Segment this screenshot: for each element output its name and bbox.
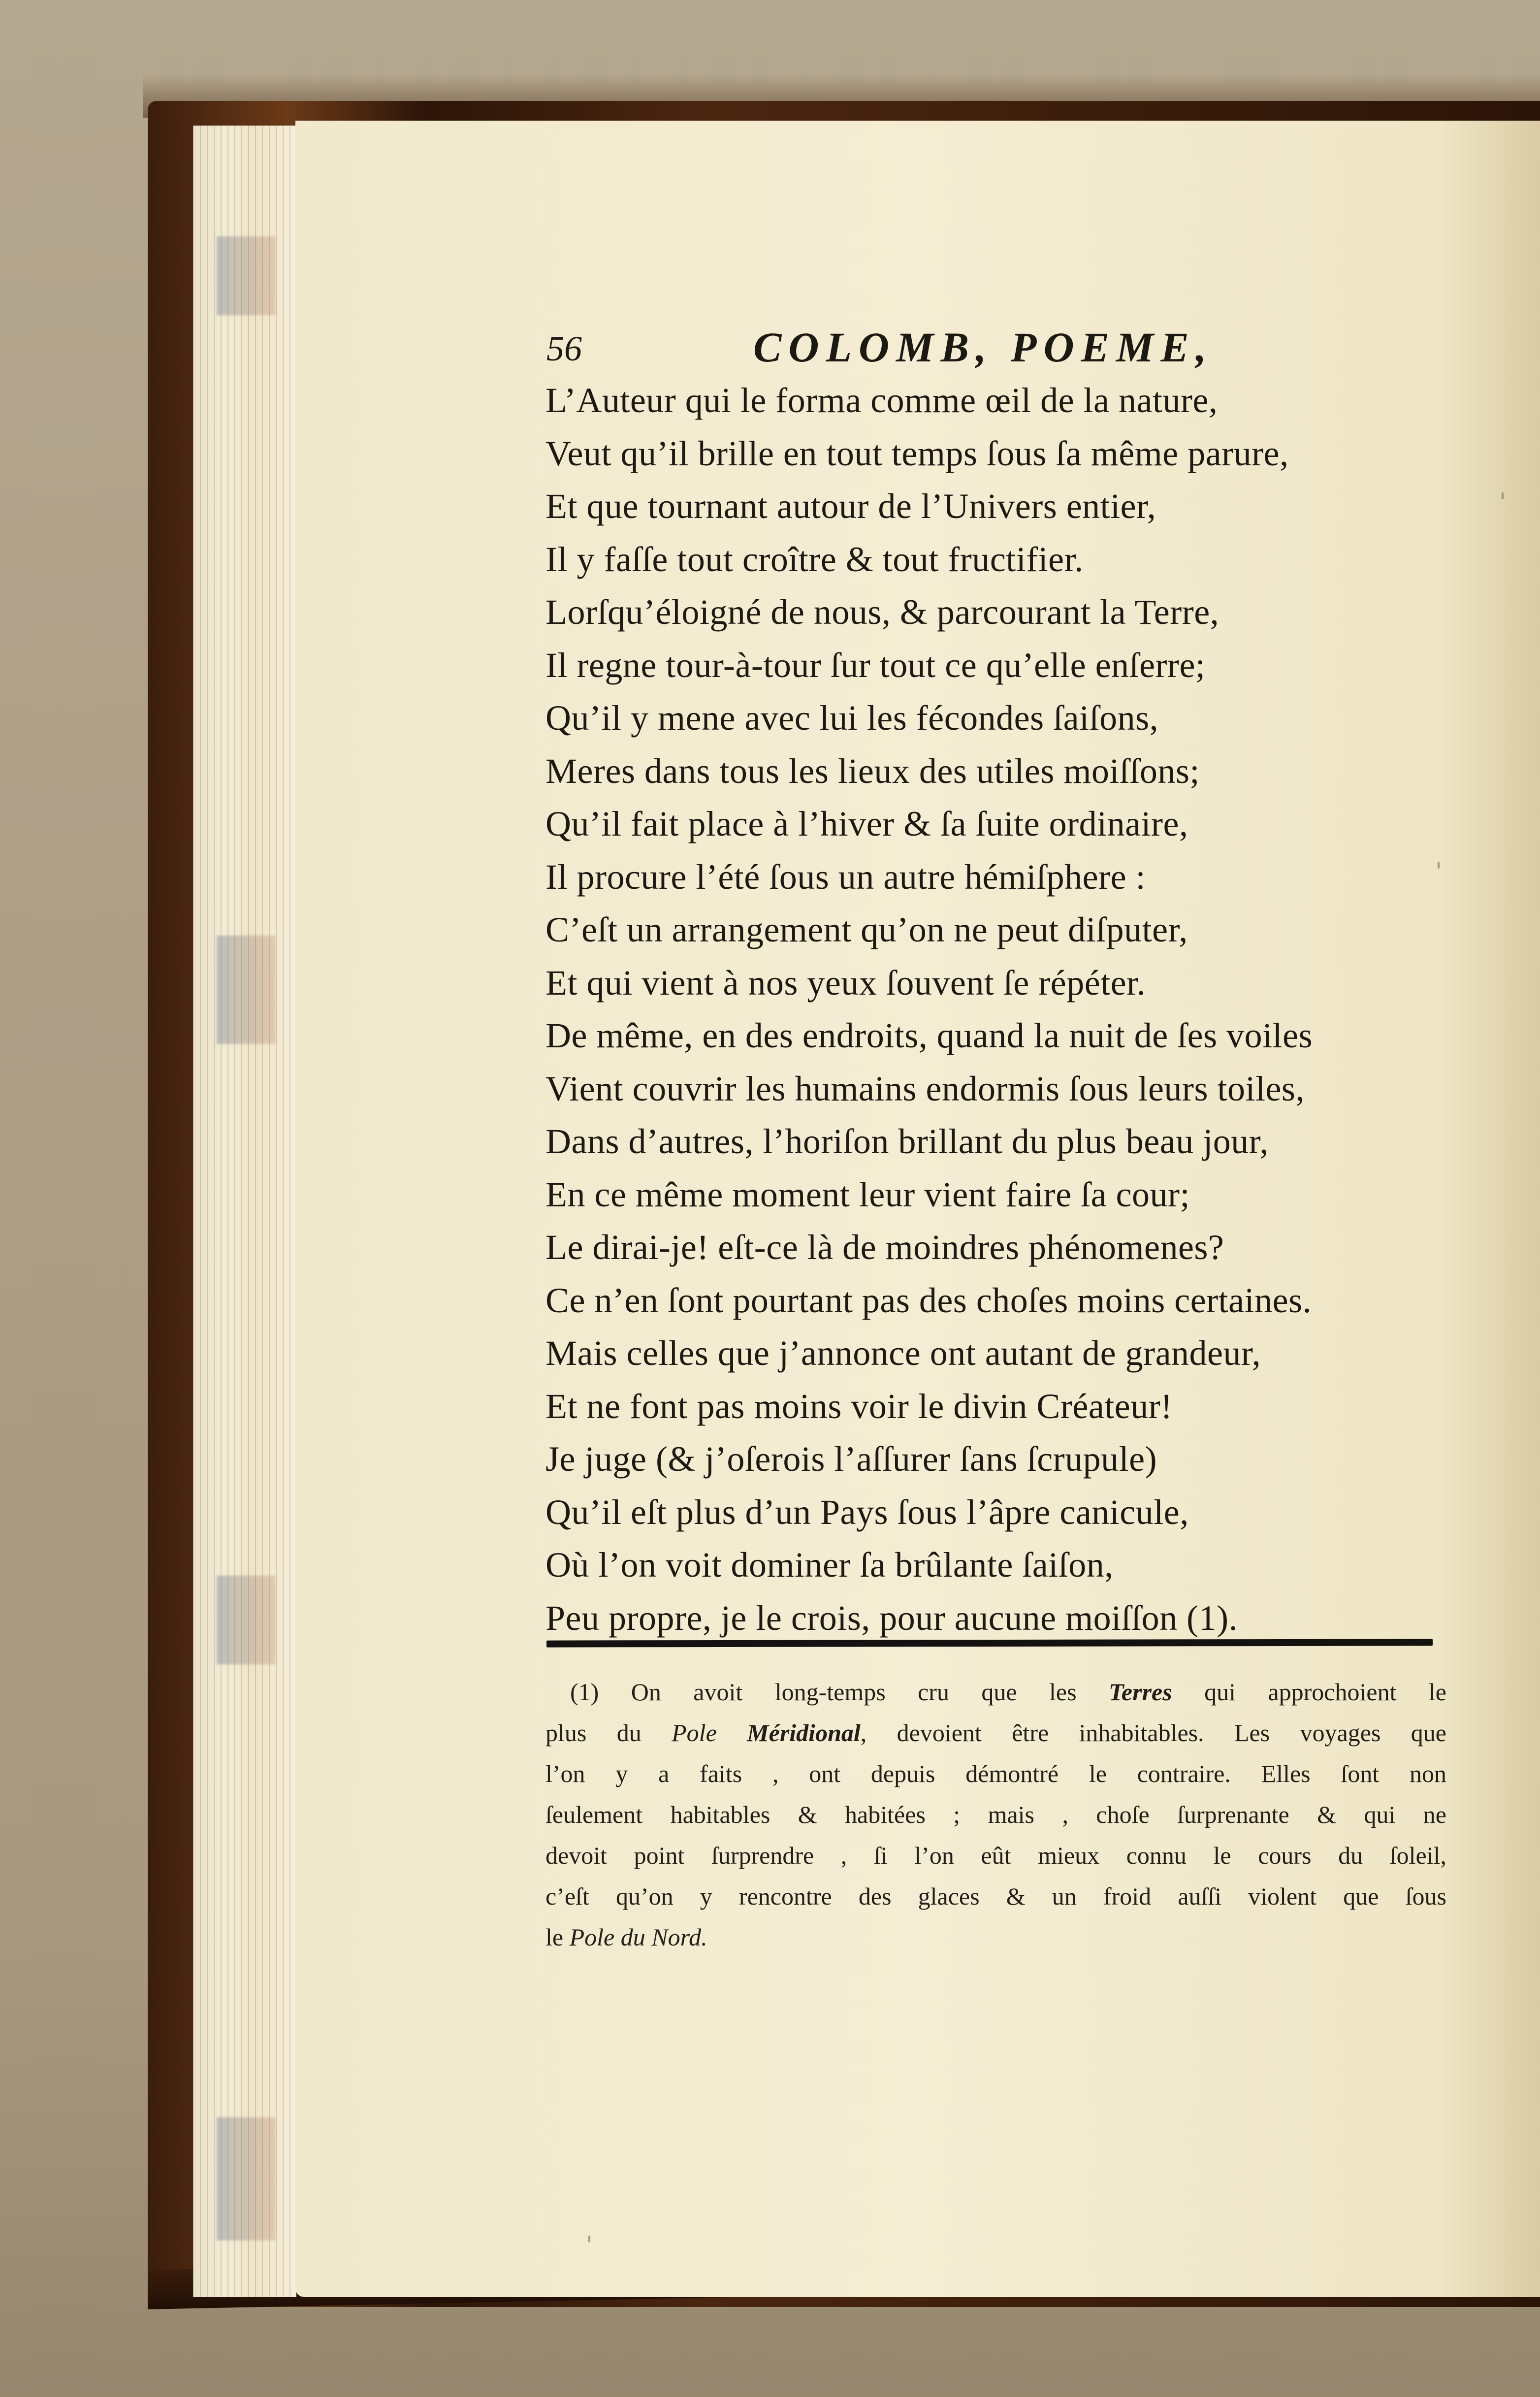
- verse-line: Meres dans tous les lieux des utiles moiſſons;: [545, 751, 1200, 791]
- verse-line: Le dirai-je! eſt-ce là de moindres phénomenes?: [545, 1228, 1224, 1267]
- paper-speck: [1502, 492, 1504, 499]
- footnote-text: plus du: [545, 1719, 642, 1747]
- verse-line: Dans d’autres, l’horiſon brillant du plus beau jour,: [545, 1122, 1269, 1161]
- footnote-emphasis: Pole: [672, 1719, 717, 1747]
- edge-stain: [217, 236, 276, 315]
- verse-line: Qu’il y mene avec lui les fécondes ſaiſons,: [545, 698, 1159, 738]
- verse-line: Et ne font pas moins voir le divin Créateur!: [545, 1386, 1173, 1426]
- edge-stain: [217, 1576, 276, 1664]
- edge-stain: [217, 936, 276, 1044]
- poem-text: [545, 374, 1491, 1645]
- footnote-text: , devoient être inhabitables. Les voyages que: [860, 1719, 1447, 1747]
- verse-line: En ce même moment leur vient faire ſa cour;: [545, 1174, 1190, 1214]
- footnote: [545, 1672, 1446, 1958]
- verse-line: Lorſqu’éloigné de nous, & parcourant la Terre,: [545, 592, 1219, 632]
- verse-line: Peu propre, je le crois, pour aucune moiſſon (1).: [545, 1598, 1238, 1638]
- verse-line: Et que tournant autour de l’Univers entier,: [545, 486, 1156, 526]
- verse-line: Vient couvrir les humains endormis ſous leurs toiles,: [545, 1069, 1305, 1108]
- footnote-line: devoit point ſurprendre , ſi l’on eût mieux connu le cours du ſoleil,: [545, 1842, 1446, 1869]
- verse-line: Où l’on voit dominer ſa brûlante ſaiſon,: [545, 1545, 1114, 1585]
- verse-line: Qu’il eſt plus d’un Pays ſous l’âpre canicule,: [545, 1492, 1189, 1532]
- footnote-emphasis: Pole du Nord.: [569, 1923, 707, 1951]
- verse-line: Mais celles que j’annonce ont autant de grandeur,: [545, 1333, 1261, 1373]
- footnote-line: [545, 1713, 1446, 1753]
- footnote-emphasis: Terres: [1108, 1678, 1172, 1706]
- footnote-line: l’on y a faits , ont depuis démontré le contraire. Elles ſont non: [545, 1760, 1446, 1787]
- footnote-line: [545, 1917, 1446, 1958]
- verse-line: Qu’il fait place à l’hiver & ſa ſuite ordinaire,: [545, 804, 1188, 843]
- verse-line: C’eſt un arrangement qu’on ne peut diſputer,: [545, 910, 1188, 949]
- verse-line: Il y faſſe tout croître & tout fructifier.: [545, 539, 1084, 579]
- footnote-line: ſeulement habitables & habitées ; mais , choſe ſurprenante & qui ne: [545, 1801, 1446, 1828]
- footnote-line: [545, 1672, 1446, 1713]
- running-head: [546, 323, 1383, 382]
- verse-line: Il procure l’été ſous un autre hémiſphere :: [545, 857, 1146, 897]
- verse-line: De même, en des endroits, quand la nuit de ſes voiles: [545, 1016, 1313, 1055]
- paper-speck: [588, 2235, 590, 2242]
- verse-line: Il regne tour-à-tour ſur tout ce qu’elle enſerre;: [545, 645, 1206, 685]
- footnote-emphasis: Méridional: [747, 1719, 861, 1747]
- running-title: COLOMB, POEME,: [753, 324, 1214, 371]
- verse-line: Veut qu’il brille en tout temps ſous ſa même parure,: [545, 433, 1289, 473]
- paper-speck: [1438, 862, 1440, 869]
- verse-line: Ce n’en ſont pourtant pas des choſes moins certaines.: [545, 1280, 1312, 1320]
- page-edges: [193, 126, 296, 2297]
- footnote-line: c’eſt qu’on y rencontre des glaces & un froid auſſi violent que ſous: [545, 1882, 1446, 1910]
- page-number: 56: [546, 329, 582, 368]
- footnote-text: qui approchoient le: [1204, 1678, 1446, 1706]
- verse-line: L’Auteur qui le forma comme œil de la nature,: [545, 381, 1218, 420]
- footnote-text: le: [545, 1923, 564, 1951]
- verse-line: Et qui vient à nos yeux ſouvent ſe répéter.: [545, 963, 1146, 1003]
- verse-line: Je juge (& j’oſerois l’aſſurer ſans ſcrupule): [545, 1439, 1157, 1479]
- edge-stain: [217, 2117, 276, 2240]
- footnote-text: (1) On avoit long-temps cru que les: [570, 1678, 1077, 1706]
